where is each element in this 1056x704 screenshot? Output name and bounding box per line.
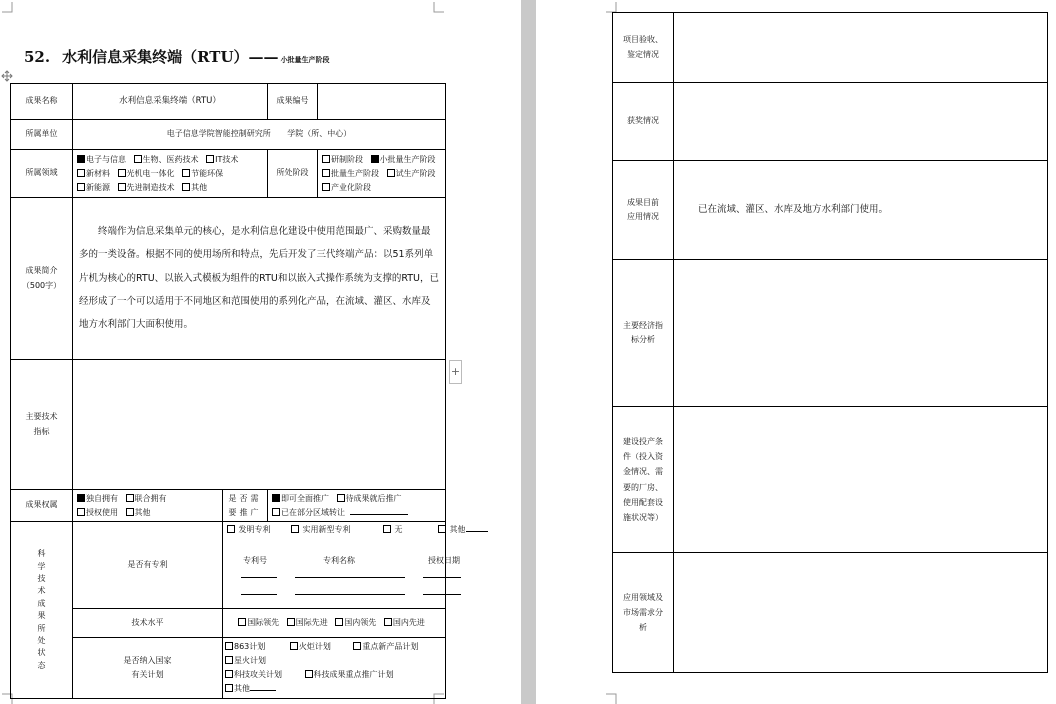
checkbox-icon <box>337 494 345 502</box>
checkbox-icon <box>383 525 391 533</box>
unit-value: 电子信息学院智能控制研究所 <box>166 129 271 139</box>
document-title <box>24 46 330 67</box>
checkbox-icon <box>134 155 142 163</box>
checkbox-icon <box>322 169 330 177</box>
stage-label: 所处阶段 <box>268 150 318 198</box>
tech-level-option[interactable]: 国际领先 <box>238 618 279 629</box>
plan-option[interactable]: 其他 <box>225 682 276 696</box>
page-corner-mark <box>2 2 14 14</box>
promote-label: 是否需要推广 <box>228 494 262 517</box>
status-label-cell <box>11 522 73 699</box>
construction-value[interactable] <box>674 407 1048 553</box>
stage-option[interactable]: 试生产阶段 <box>387 167 436 181</box>
patent-type-option[interactable]: 其他 <box>438 525 488 536</box>
economic-label-cell <box>613 260 674 407</box>
promote-option[interactable]: 已在部分区域转让 <box>272 506 345 520</box>
tech-level-options <box>223 609 446 638</box>
stage-option[interactable]: 研制阶段 <box>322 153 363 167</box>
form-row-award <box>613 83 1048 161</box>
form-row-construction <box>613 407 1048 553</box>
form-row-intro <box>11 198 446 360</box>
unit-label: 所属单位 <box>11 120 73 150</box>
result-code-value[interactable] <box>318 84 446 120</box>
patent-type-option[interactable]: 发明专利 <box>227 525 271 536</box>
checkbox-checked-icon <box>272 494 280 502</box>
result-name-value[interactable]: 水利信息采集终端（RTU） <box>73 84 268 120</box>
promote-label-cell <box>223 490 268 522</box>
economic-value[interactable] <box>674 260 1048 407</box>
promote-option[interactable]: 待成果就后推广 <box>337 492 402 506</box>
result-form-table-continued <box>612 12 1048 673</box>
checkbox-icon <box>225 656 233 664</box>
form-row-tech <box>11 360 446 490</box>
result-form-table <box>10 83 466 699</box>
domain-option[interactable]: 节能环保 <box>182 167 223 181</box>
checkbox-icon <box>77 169 85 177</box>
acceptance-value[interactable] <box>674 13 1048 83</box>
intro-text-cell[interactable] <box>73 198 446 360</box>
market-value[interactable] <box>674 553 1048 673</box>
tech-label-cell <box>11 360 73 490</box>
tech-level-label: 技术水平 <box>73 609 223 638</box>
stage-option[interactable]: 产业化阶段 <box>322 181 371 195</box>
checkbox-checked-icon <box>77 155 85 163</box>
tech-level-option[interactable]: 国内领先 <box>335 618 376 629</box>
ownership-options <box>73 490 223 522</box>
status-label: 科学技术成果所处状态 <box>37 549 46 670</box>
patent-date-blank[interactable] <box>423 594 461 595</box>
title-stage-tag: 小批量生产阶段 <box>280 55 330 64</box>
domain-option[interactable]: 先进制造技术 <box>118 181 175 195</box>
award-label: 获奖情况 <box>613 83 674 161</box>
economic-label: 主要经济指标分析 <box>623 320 663 344</box>
result-name-label: 成果名称 <box>11 84 73 120</box>
unit-value-cell[interactable] <box>73 120 446 150</box>
unit-suffix: 学院（所、中心） <box>287 129 352 139</box>
patent-name-blank[interactable] <box>295 594 405 595</box>
stage-option[interactable]: 小批量生产阶段 <box>371 153 436 167</box>
intro-label: 成果简介（500字） <box>21 266 62 290</box>
checkbox-icon <box>126 508 134 516</box>
patent-grid <box>223 522 466 608</box>
ownership-option[interactable]: 联合拥有 <box>126 492 167 506</box>
domain-option[interactable]: 电子与信息 <box>77 153 126 167</box>
checkbox-icon <box>182 183 190 191</box>
document-page-right <box>536 0 1056 704</box>
plan-options <box>223 638 446 699</box>
checkbox-icon <box>290 642 298 650</box>
ownership-option[interactable]: 授权使用 <box>77 506 118 520</box>
patent-type-option[interactable]: 实用新型专利 <box>291 525 351 536</box>
ownership-label: 成果权属 <box>11 490 73 522</box>
checkbox-icon <box>287 618 295 626</box>
checkbox-checked-icon <box>77 494 85 502</box>
patent-name-blank[interactable] <box>295 577 405 578</box>
construction-label: 建设投产条件（投入资金情况、需要的厂房、使用配套设施状况等） <box>623 436 663 522</box>
patent-date-blank[interactable] <box>423 577 461 578</box>
document-page-left <box>0 0 521 704</box>
tech-level-option[interactable]: 国际先进 <box>287 618 328 629</box>
stage-options <box>318 150 446 198</box>
promote-options <box>268 490 446 522</box>
promote-blank[interactable] <box>350 514 408 515</box>
form-row-tech-level <box>11 609 446 638</box>
application-value-cell[interactable] <box>674 161 1048 260</box>
checkbox-icon <box>118 183 126 191</box>
domain-option[interactable]: 生物、医药技术 <box>134 153 199 167</box>
market-label-cell <box>613 553 674 673</box>
plan-option[interactable]: 科技成果重点推广计划 <box>305 668 394 682</box>
checkbox-icon <box>227 525 235 533</box>
market-label: 应用领域及市场需求分析 <box>623 592 663 633</box>
checkbox-icon <box>291 525 299 533</box>
plan-option[interactable]: 863计划 <box>225 640 265 654</box>
domain-option[interactable]: 光机电一体化 <box>118 167 175 181</box>
title-number: 52. <box>24 48 51 66</box>
checkbox-icon <box>225 642 233 650</box>
construction-label-cell <box>613 407 674 553</box>
form-row-ownership <box>11 490 446 522</box>
result-code-label: 成果编号 <box>268 84 318 120</box>
checkbox-icon <box>126 494 134 502</box>
checkbox-icon <box>322 183 330 191</box>
plan-option[interactable]: 重点新产品计划 <box>353 640 418 654</box>
domain-option[interactable]: IT技术 <box>206 153 238 167</box>
acceptance-label: 项目验收、鉴定情况 <box>623 35 663 59</box>
checkbox-icon <box>182 169 190 177</box>
checkbox-icon <box>387 169 395 177</box>
patent-label: 是否有专利 <box>73 522 223 609</box>
form-row-patent <box>11 522 446 609</box>
checkbox-icon <box>335 618 343 626</box>
stage-option[interactable]: 批量生产阶段 <box>322 167 379 181</box>
patent-type-option[interactable]: 无 <box>383 525 403 536</box>
application-label: 成果目前应用情况 <box>627 197 659 221</box>
tech-level-option[interactable]: 国内先进 <box>384 618 425 629</box>
domain-options <box>73 150 268 198</box>
patent-no-blank[interactable] <box>241 577 277 578</box>
plan-option[interactable]: 科技攻关计划 <box>225 668 282 682</box>
national-plan-label: 是否纳入国家有关计划 <box>123 656 172 680</box>
checkbox-icon <box>238 618 246 626</box>
page-corner-mark <box>432 2 444 14</box>
checkbox-icon <box>305 670 313 678</box>
patent-no-label: 专利号 <box>243 556 267 566</box>
checkbox-icon <box>353 642 361 650</box>
promote-option[interactable]: 即可全面推广 <box>272 492 329 506</box>
checkbox-checked-icon <box>371 155 379 163</box>
plan-label-cell <box>73 638 223 699</box>
application-label-cell <box>613 161 674 260</box>
form-row-application <box>613 161 1048 260</box>
award-value[interactable] <box>674 83 1048 161</box>
form-row-market <box>613 553 1048 673</box>
page-gap <box>521 0 536 704</box>
form-row-unit <box>11 120 446 150</box>
plan-option[interactable]: 星火计划 <box>225 654 266 668</box>
checkbox-icon <box>272 508 280 516</box>
intro-label-cell <box>11 198 73 360</box>
acceptance-label-cell <box>613 13 674 83</box>
page-corner-mark <box>606 692 618 704</box>
add-row-icon[interactable]: + <box>449 360 462 384</box>
plan-option[interactable]: 火炬计划 <box>290 640 331 654</box>
checkbox-icon <box>384 618 392 626</box>
intro-text: 终端作为信息采集单元的核心，是水利信息化建设中使用范围最广、采购数量最多的一类设备。根据不同的使用场所和特点，先后开发了三代终端产品：以51系列单片机为核心的RTU、以嵌入式模板为组件的RTU和以嵌入式操作系统为支撑的RTU，已经形成了一个可以适用于不同地区和范围使用的系列化产品，在流域、灌区、水库及地方水利部门大面积使用。 <box>79 226 439 331</box>
ownership-option[interactable]: 独自拥有 <box>77 492 118 506</box>
patent-date-label: 授权日期 <box>428 556 460 566</box>
domain-option[interactable]: 新能源 <box>77 181 110 195</box>
form-row-domain <box>11 150 446 198</box>
checkbox-icon <box>225 670 233 678</box>
tech-label: 主要技术指标 <box>25 412 58 436</box>
checkbox-icon <box>322 155 330 163</box>
form-row-economic <box>613 260 1048 407</box>
form-row-name <box>11 84 446 120</box>
checkbox-icon <box>206 155 214 163</box>
title-main: 水利信息采集终端（RTU）—— <box>62 48 279 66</box>
patent-detail-cell <box>223 522 466 609</box>
domain-option[interactable]: 新材料 <box>77 167 110 181</box>
checkbox-icon <box>77 508 85 516</box>
checkbox-icon <box>77 183 85 191</box>
checkbox-icon <box>118 169 126 177</box>
ownership-option[interactable]: 其他 <box>126 506 151 520</box>
application-value: 已在流域、灌区、水库及地方水利部门使用。 <box>698 203 889 215</box>
domain-option[interactable]: 其他 <box>182 181 207 195</box>
form-row-plan <box>11 638 446 699</box>
checkbox-icon <box>225 684 233 692</box>
patent-no-blank[interactable] <box>241 594 277 595</box>
form-row-acceptance <box>613 13 1048 83</box>
patent-name-label: 专利名称 <box>323 556 355 566</box>
checkbox-icon <box>438 525 446 533</box>
tech-value-cell[interactable] <box>73 360 446 490</box>
domain-label: 所属领域 <box>11 150 73 198</box>
